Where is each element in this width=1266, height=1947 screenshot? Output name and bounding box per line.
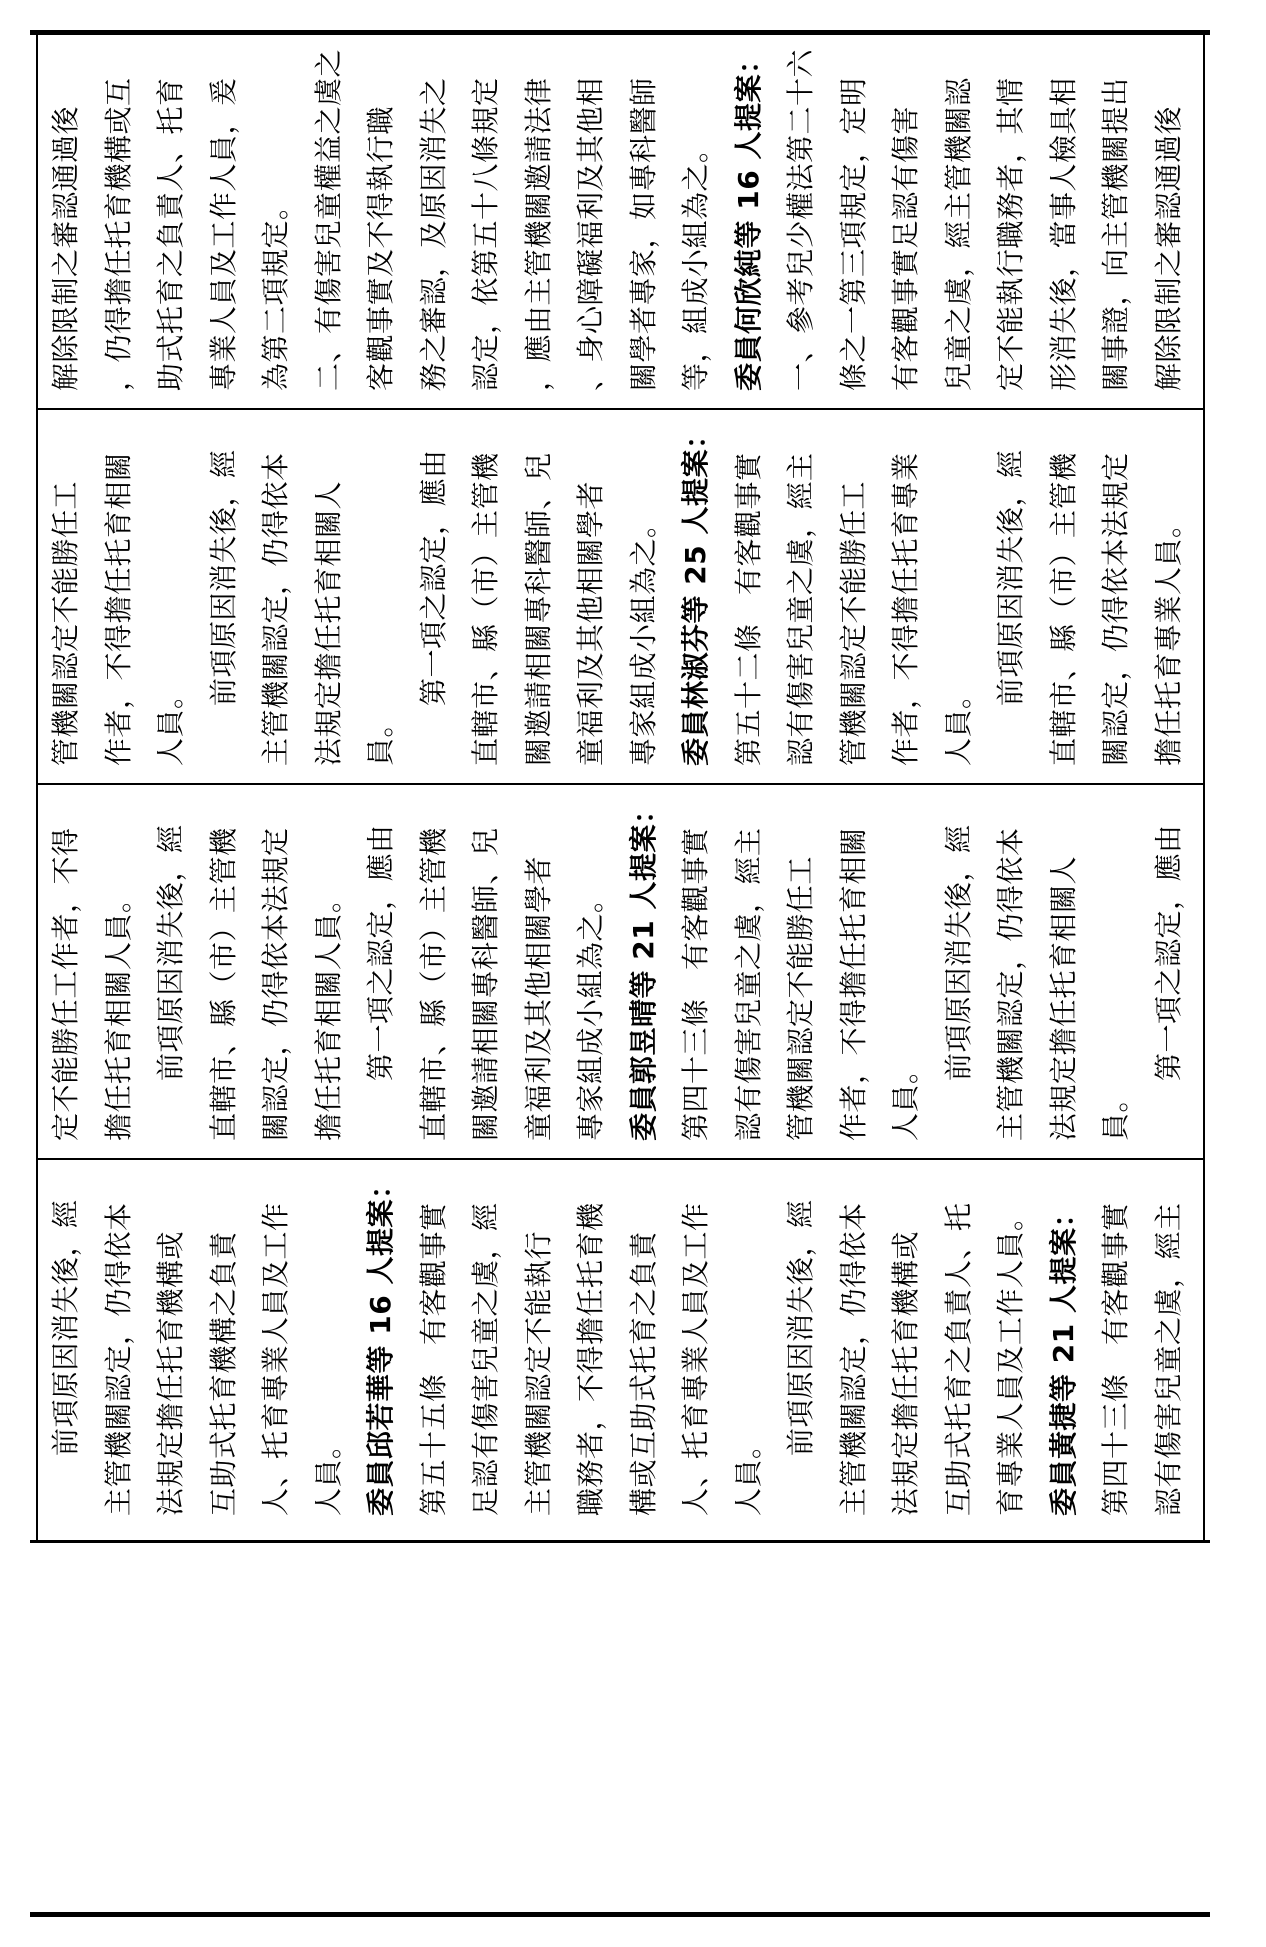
band-lines xyxy=(36,35,1203,407)
text-line: 第四十三條 有客觀事實 xyxy=(679,827,712,1141)
text-line: 專家組成小組為之。 xyxy=(574,884,607,1141)
text-line: 直轄市、縣（市）主管機 xyxy=(1046,452,1080,766)
band-lines xyxy=(36,785,1203,1157)
text-line: 直轄市、縣（市）主管機 xyxy=(206,827,240,1141)
proposal-heading: 委員郭昱晴等 21 人提案： xyxy=(626,795,660,1141)
text-line: 第一項之認定，應由 xyxy=(364,824,397,1081)
text-line: 育專業人員及工作人員。 xyxy=(994,1202,1027,1516)
text-line: 主管機關認定不能執行 xyxy=(521,1230,555,1516)
text-line: 作者，不得擔任托育專業 xyxy=(889,452,922,766)
text-line: 人員。 xyxy=(889,1055,922,1141)
text-line: 、身心障礙福利及其他相 xyxy=(574,77,607,391)
proposal-heading: 委員黃捷等 21 人提案： xyxy=(1046,1199,1080,1516)
text-line: 關邀請相關專科醫師、兒 xyxy=(521,452,555,766)
bottom-rule xyxy=(30,1540,1210,1543)
text-line: 關邀請相關專科醫師、兒 xyxy=(469,827,502,1141)
text-line: 主管機關認定，仍得依本 xyxy=(259,452,292,766)
text-line: 人員。 xyxy=(941,680,975,766)
text-line: 為第二項規定。 xyxy=(259,191,292,391)
text-line: 關認定，仍得依本法規定 xyxy=(259,827,292,1141)
text-line: 助式托育之負責人、托育 xyxy=(154,77,187,391)
text-line: 形消失後，當事人檢具相 xyxy=(1046,77,1080,391)
text-line: 法規定擔任托育機構或 xyxy=(889,1230,922,1516)
text-line: 擔任托育專業人員。 xyxy=(1151,509,1185,766)
text-line: 定不能執行職務者，其情 xyxy=(994,77,1027,391)
text-line: 人、托育專業人員及工作 xyxy=(259,1202,292,1516)
text-line: 擔任托育相關人員。 xyxy=(311,884,345,1141)
text-line: 兒童之虞，經主管機關認 xyxy=(941,77,975,391)
text-line: 專家組成小組為之。 xyxy=(626,509,660,766)
text-line: 第五十五條 有客觀事實 xyxy=(416,1202,450,1516)
text-line: ，應由主管機關邀請法律 xyxy=(521,77,555,391)
proposal-heading: 委員何欣純等 16 人提案： xyxy=(731,45,765,391)
text-line: 員。 xyxy=(364,708,397,766)
text-line: 法規定擔任托育相關人 xyxy=(1046,855,1080,1141)
text-line: 認有傷害兒童之虞，經主 xyxy=(784,452,817,766)
text-line: 認有傷害兒童之虞，經主 xyxy=(1151,1202,1185,1516)
text-line: 主管機關認定，仍得依本 xyxy=(994,827,1027,1141)
band-lines xyxy=(36,1160,1203,1532)
text-line: 解除限制之審認通過後 xyxy=(49,105,82,391)
text-line: 前項原因消失後，經 xyxy=(49,1199,82,1456)
text-line: 員。 xyxy=(1099,1083,1132,1141)
text-line: 條之一第三項規定，定明 xyxy=(836,77,870,391)
band-lines xyxy=(36,410,1203,782)
text-line: 有客觀事實足認有傷害 xyxy=(889,105,922,391)
text-band-4 xyxy=(36,1160,1203,1532)
text-line: 認有傷害兒童之虞，經主 xyxy=(731,827,765,1141)
text-line: 直轄市、縣（市）主管機 xyxy=(469,452,502,766)
text-line: 法規定擔任托育機構或 xyxy=(154,1230,187,1516)
text-line: 客觀事實及不得執行職 xyxy=(364,105,397,391)
text-line: 定不能勝任工作者，不得 xyxy=(49,827,82,1141)
text-line: 前項原因消失後，經 xyxy=(154,824,187,1081)
text-line: 第四十三條 有客觀事實 xyxy=(1099,1202,1132,1516)
text-line: 關認定，仍得依本法規定 xyxy=(1099,452,1132,766)
text-line: 第一項之認定，應由 xyxy=(416,449,450,706)
text-line: 務之審認，及原因消失之 xyxy=(416,77,450,391)
text-line: 直轄市、縣（市）主管機 xyxy=(416,827,450,1141)
text-line: 二、有傷害兒童權益之虞之 xyxy=(311,48,345,391)
footer-rule xyxy=(30,1912,1210,1917)
text-line: 管機關認定不能勝任工 xyxy=(784,855,817,1141)
proposal-heading: 委員林淑芬等 25 人提案： xyxy=(679,420,712,766)
text-line: 足認有傷害兒童之虞，經 xyxy=(469,1202,502,1516)
text-line: 等，組成小組為之。 xyxy=(679,134,712,391)
text-band-3 xyxy=(36,785,1203,1157)
text-line: 擔任托育相關人員。 xyxy=(101,884,135,1141)
text-line: 人員。 xyxy=(154,680,187,766)
text-line: 解除限制之審認通過後 xyxy=(1151,105,1185,391)
text-line: 互助式托育機構之負責 xyxy=(206,1230,240,1516)
text-line: 第一項之認定，應由 xyxy=(1151,824,1185,1081)
text-line: 互助式托育之負責人、托 xyxy=(941,1202,975,1516)
text-line: 構或互助式托育之負責 xyxy=(626,1230,660,1516)
text-line: 第五十二條 有客觀事實 xyxy=(731,452,765,766)
text-line: 主管機關認定，仍得依本 xyxy=(836,1202,870,1516)
text-line: 童福利及其他相關學者 xyxy=(574,480,607,766)
text-line: 職務者，不得擔任托育機 xyxy=(574,1202,607,1516)
text-line: 作者，不得擔任托育相關 xyxy=(836,827,870,1141)
text-line: 法規定擔任托育相關人 xyxy=(311,480,345,766)
text-line: 前項原因消失後，經 xyxy=(941,824,975,1081)
text-line: 關學者專家，如專科醫師 xyxy=(626,77,660,391)
text-line: 認定，依第五十八條規定 xyxy=(469,77,502,391)
text-line: 童福利及其他相關學者 xyxy=(521,855,555,1141)
text-line: 前項原因消失後，經 xyxy=(784,1199,817,1456)
proposal-heading: 委員邱若華等 16 人提案： xyxy=(364,1170,397,1516)
text-band-1 xyxy=(36,35,1203,407)
text-line: 前項原因消失後，經 xyxy=(994,449,1027,706)
text-line: 人員。 xyxy=(731,1430,765,1516)
text-line: 管機關認定不能勝任工 xyxy=(836,480,870,766)
text-line: 一、參考兒少權法第二十六 xyxy=(784,48,817,391)
text-line: 人員。 xyxy=(311,1430,345,1516)
text-line: 關事證，向主管機關提出 xyxy=(1099,77,1132,391)
text-line: 作者，不得擔任托育相關 xyxy=(101,452,135,766)
text-line: 管機關認定不能勝任工 xyxy=(49,480,82,766)
text-band-2 xyxy=(36,410,1203,782)
text-line: 主管機關認定，仍得依本 xyxy=(101,1202,135,1516)
text-line: ，仍得擔任托育機構或互 xyxy=(101,77,135,391)
text-line: 人、托育專業人員及工作 xyxy=(679,1202,712,1516)
column-separator xyxy=(1203,35,1205,1540)
text-line: 前項原因消失後，經 xyxy=(206,449,240,706)
text-line: 專業人員及工作人員，爰 xyxy=(206,77,240,391)
